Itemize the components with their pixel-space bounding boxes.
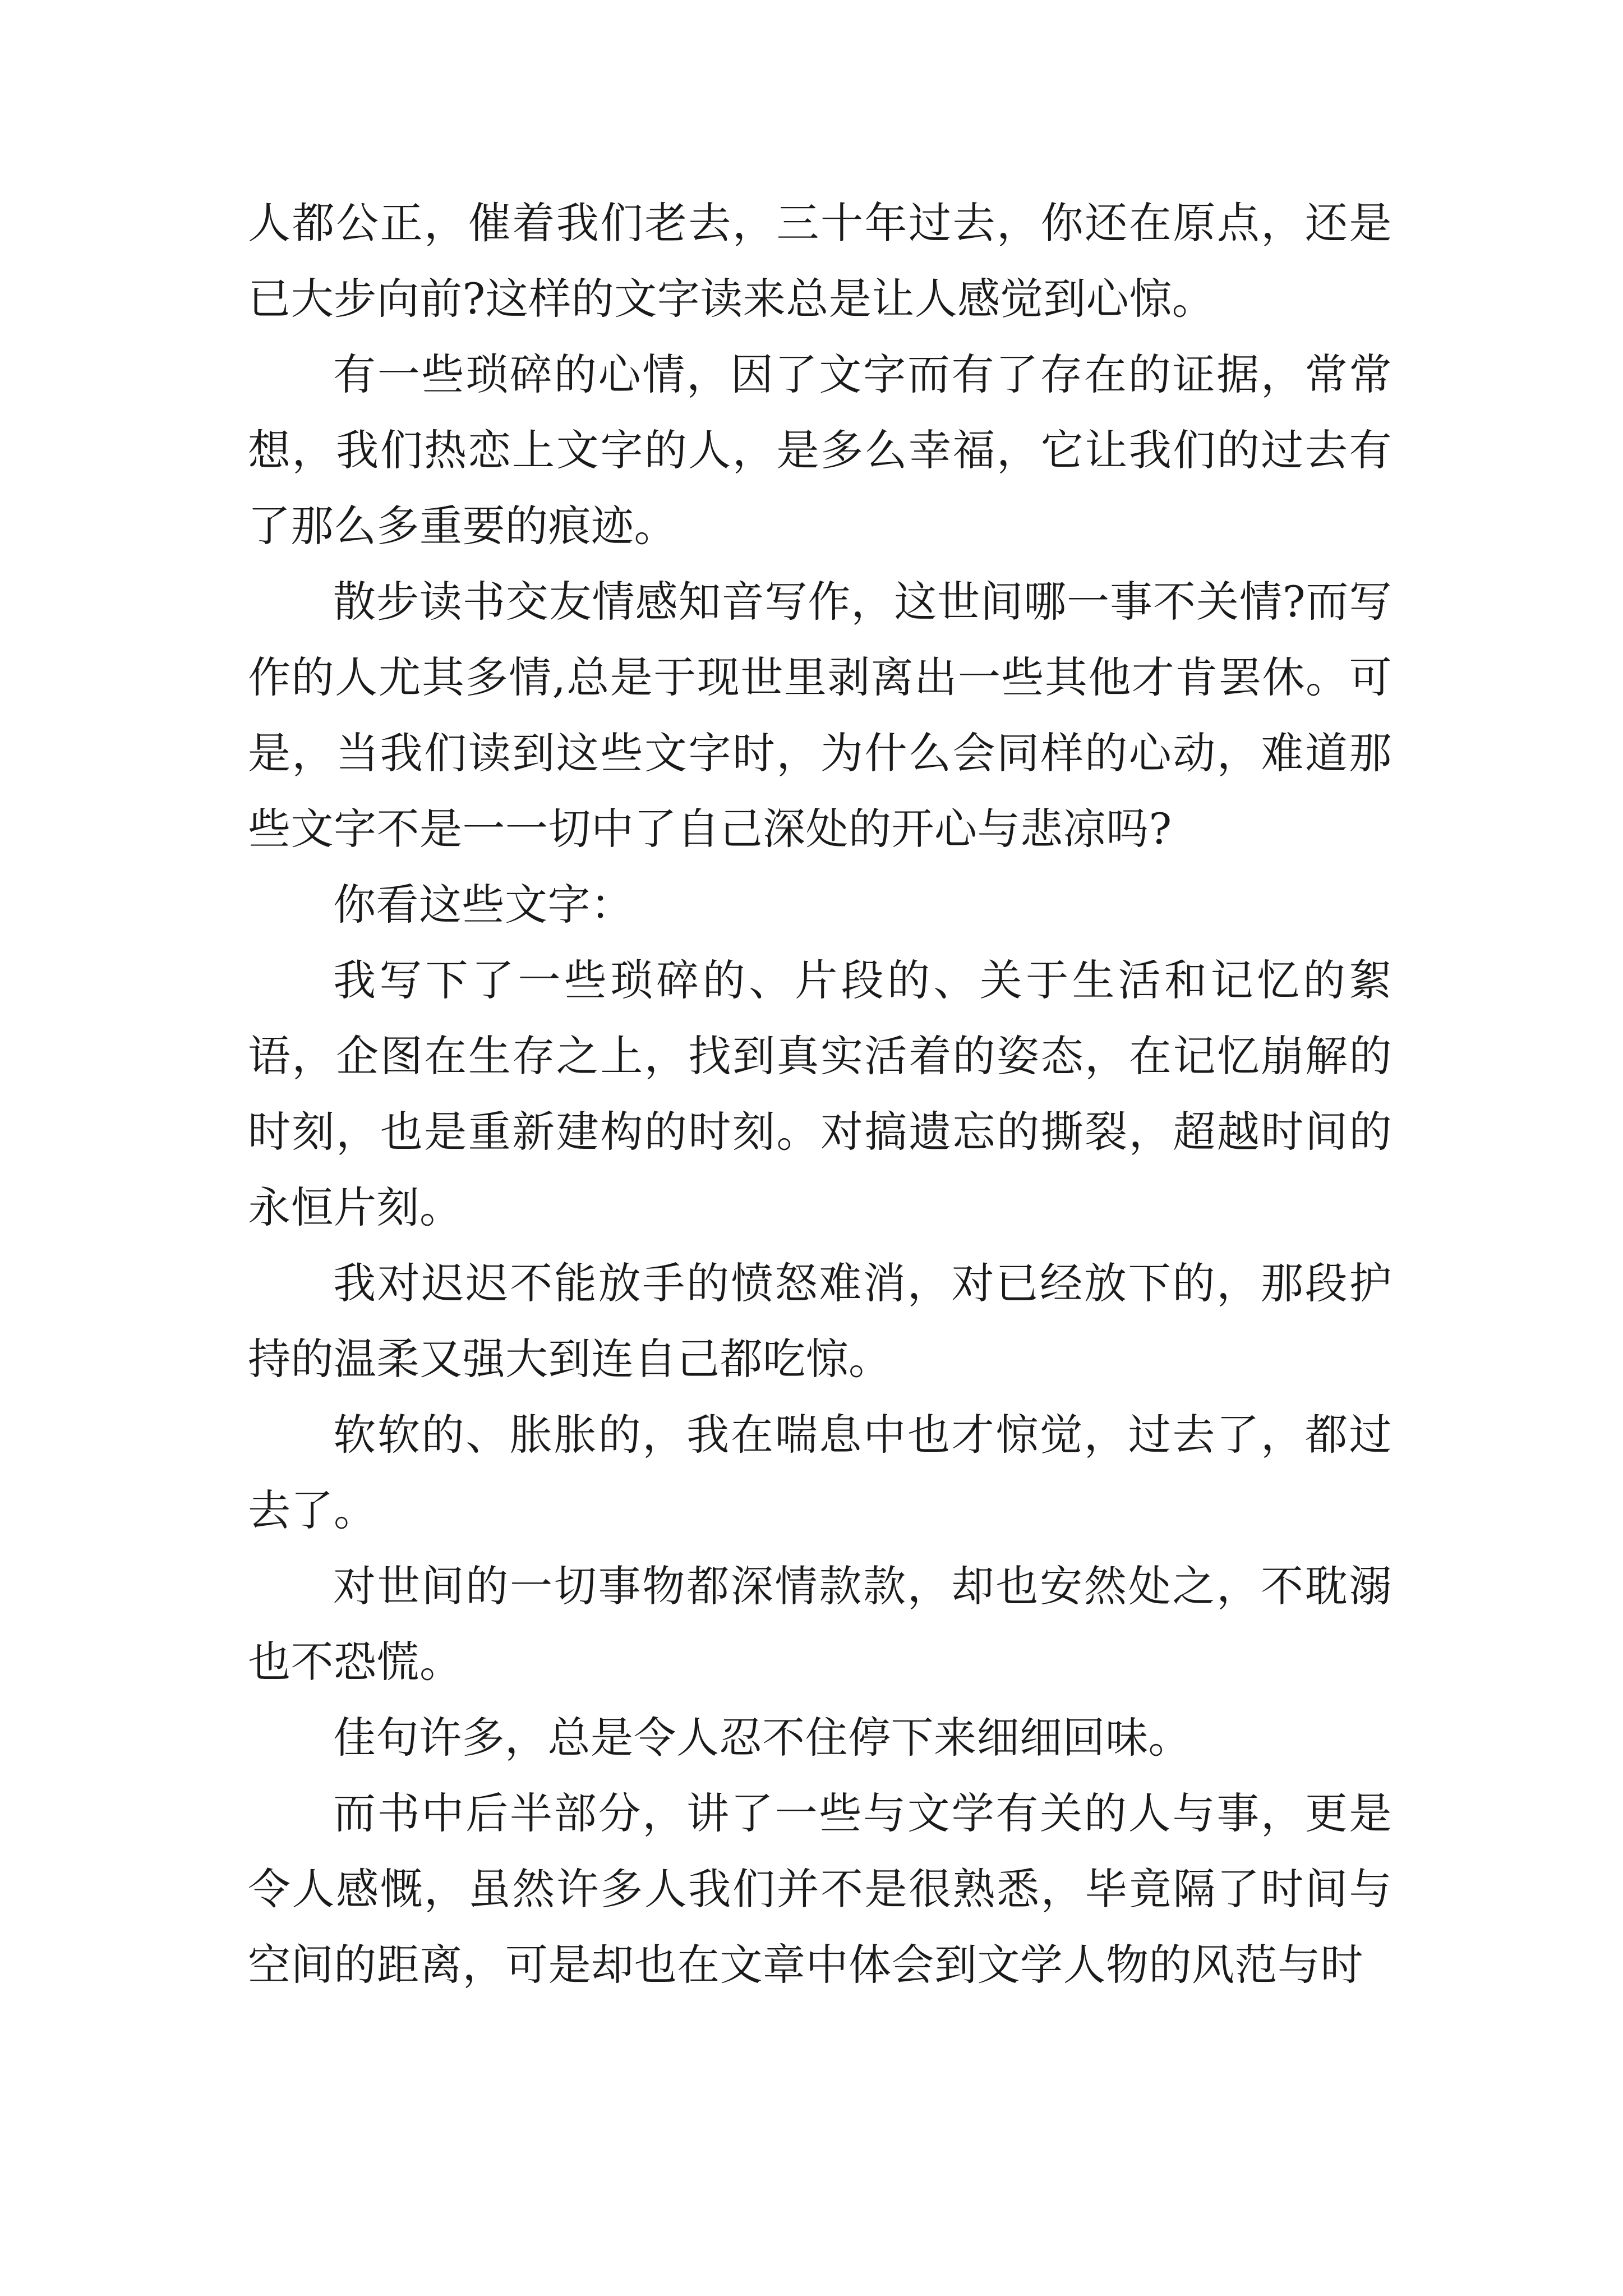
paragraph-2: 有一些琐碎的心情，因了文字而有了存在的证据，常常想，我们热恋上文字的人，是多么幸福，它让我们的过去有了那么多重要的痕迹。 bbox=[248, 349, 1392, 551]
paragraph-9: 佳句许多，总是令人忍不住停下来细细回味。 bbox=[333, 1713, 1191, 1763]
paragraph-10: 而书中后半部分，讲了一些与文学有关的人与事，更是令人感慨，虽然许多人我们并不是很熟悉，毕竟隔了时间与空间的距离，可是却也在文章中体会到文学人物的风范与时 bbox=[248, 1788, 1392, 1990]
body-text bbox=[248, 185, 1392, 2003]
paragraph-7: 软软的、胀胀的，我在喘息中也才惊觉，过去了，都过去了。 bbox=[248, 1410, 1392, 1535]
paragraph-5: 我写下了一些琐碎的、片段的、关于生活和记忆的絮语，企图在生存之上，找到真实活着的姿态，在记忆崩解的时刻，也是重新建构的时刻。对搞遗忘的撕裂，超越时间的永恒片刻。 bbox=[248, 955, 1392, 1232]
paragraph-8: 对世间的一切事物都深情款款，却也安然处之，不耽溺也不恐慌。 bbox=[248, 1561, 1392, 1687]
paragraph-1: 人都公正，催着我们老去，三十年过去，你还在原点，还是已大步向前?这样的文字读来总是让人感觉到心惊。 bbox=[248, 198, 1392, 324]
paragraph-6: 我对迟迟不能放手的愤怒难消，对已经放下的，那段护持的温柔又强大到连自己都吃惊。 bbox=[248, 1258, 1392, 1384]
paragraph-4: 你看这些文字： bbox=[333, 880, 634, 930]
paragraph-3: 散步读书交友情感知音写作，这世间哪一事不关情?而写作的人尤其多情,总是于现世里剥离出一些其他才肯罢休。可是，当我们读到这些文字时，为什么会同样的心动，难道那些文字不是一一切中了自己深处的开心与悲凉吗? bbox=[248, 577, 1392, 854]
